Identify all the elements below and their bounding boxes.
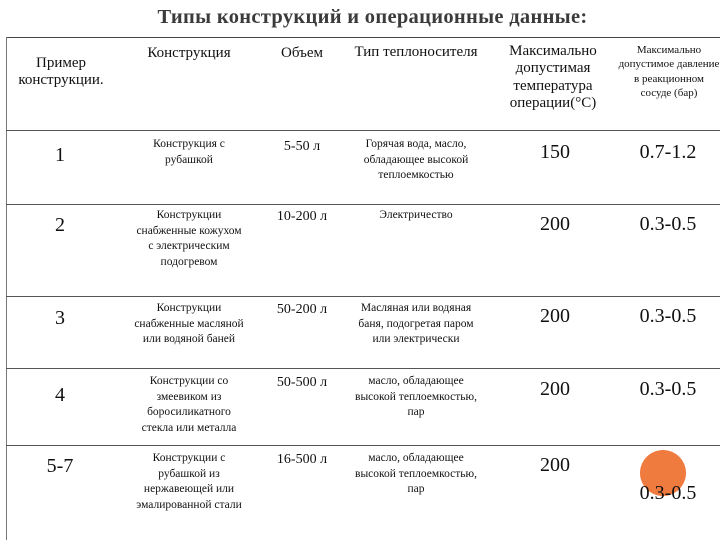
header-divider bbox=[6, 130, 720, 131]
row-1-coolant: Горячая вода, масло, обладающее высокой теплоемкостью bbox=[363, 138, 469, 182]
row-1-number: 1 bbox=[55, 144, 65, 166]
row-4-construction: Конструкции со змеевиком из боросиликатного стекла или металла bbox=[141, 375, 237, 434]
row-3-construction: Конструкции снабженные масляной или водяной баней bbox=[134, 302, 244, 346]
row-1-volume: 5-50 л bbox=[283, 139, 321, 154]
header-volume: Объем bbox=[281, 45, 323, 61]
table-left-border bbox=[6, 37, 7, 540]
header-max-pressure: Максимально допустимое давление в реакционном сосуде (бар) bbox=[618, 44, 720, 99]
row-2-construction: Конструкции снабженные кожухом с электрическим подогревом bbox=[136, 209, 242, 268]
row-2-volume: 10-200 л bbox=[276, 209, 328, 224]
row-divider bbox=[6, 445, 720, 446]
row-4-max-pressure: 0.3-0.5 bbox=[639, 378, 697, 400]
header-construction: Конструкция bbox=[147, 45, 231, 61]
row-5-construction: Конструкции с рубашкой из нержавеющей или эмалированной стали bbox=[136, 452, 242, 511]
row-3-volume: 50-200 л bbox=[276, 302, 328, 317]
row-5-max-temp: 200 bbox=[540, 454, 570, 476]
row-2-number: 2 bbox=[55, 214, 65, 236]
row-2-max-temp: 200 bbox=[540, 213, 570, 235]
row-4-volume: 50-500 л bbox=[276, 375, 328, 390]
row-4-coolant: масло, обладающее высокой теплоемкостью, пар bbox=[355, 375, 477, 419]
header-coolant: Тип теплоносителя bbox=[354, 44, 478, 60]
row-4-number: 4 bbox=[55, 384, 65, 406]
header-example: Пример конструкции. bbox=[18, 55, 104, 89]
slide-title: Типы конструкций и операционные данные: bbox=[157, 6, 588, 28]
row-3-coolant: Масляная или водяная баня, подогретая паром или электрически bbox=[358, 302, 474, 346]
row-5-max-pressure: 0.3-0.5 bbox=[639, 482, 697, 504]
row-divider bbox=[6, 368, 720, 369]
row-3-number: 3 bbox=[55, 307, 65, 329]
row-5-volume: 16-500 л bbox=[276, 452, 328, 467]
row-3-max-temp: 200 bbox=[540, 305, 570, 327]
row-3-max-pressure: 0.3-0.5 bbox=[639, 305, 697, 327]
row-1-max-pressure: 0.7-1.2 bbox=[639, 141, 697, 163]
row-divider bbox=[6, 296, 720, 297]
row-1-max-temp: 150 bbox=[540, 141, 570, 163]
row-5-number: 5-7 bbox=[46, 455, 74, 477]
table-top-border bbox=[6, 37, 720, 38]
row-5-coolant: масло, обладающее высокой теплоемкостью, пар bbox=[355, 452, 477, 496]
row-2-max-pressure: 0.3-0.5 bbox=[639, 213, 697, 235]
row-2-coolant: Электричество bbox=[379, 209, 453, 221]
row-1-construction: Конструкция с рубашкой bbox=[153, 138, 225, 166]
row-4-max-temp: 200 bbox=[540, 378, 570, 400]
header-max-temp: Максимально допустимая температура операции(°С) bbox=[509, 43, 597, 111]
row-divider bbox=[6, 204, 720, 205]
